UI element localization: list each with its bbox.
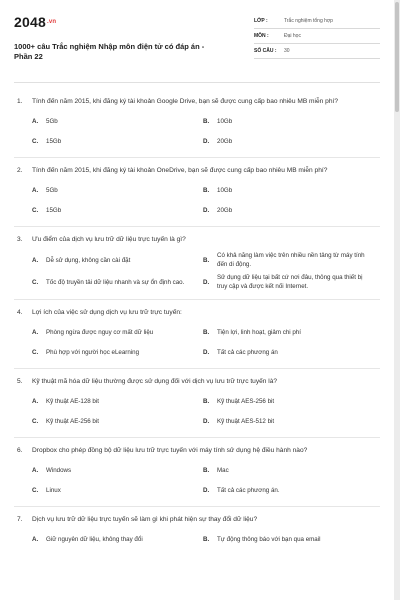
answer-option[interactable] bbox=[203, 393, 374, 409]
option-letter: C. bbox=[32, 486, 39, 494]
answer-options bbox=[14, 531, 380, 547]
option-letter: B. bbox=[203, 397, 210, 405]
option-text: 10Gb bbox=[217, 186, 233, 194]
option-letter: C. bbox=[32, 417, 39, 425]
option-text: Dễ sử dụng, không cần cài đặt bbox=[46, 256, 131, 264]
question-item bbox=[14, 507, 380, 555]
header-left bbox=[14, 14, 224, 76]
meta-key: MÔN : bbox=[254, 33, 269, 39]
answer-option[interactable] bbox=[32, 273, 203, 291]
question-text: Ưu điểm của dịch vụ lưu trữ dữ liệu trực tuyến là gì? bbox=[32, 236, 186, 243]
question-text: Lợi ích của việc sử dụng dịch vụ lưu trữ trực tuyến: bbox=[32, 309, 182, 316]
answer-option[interactable] bbox=[203, 462, 374, 478]
meta-row-subject bbox=[254, 29, 380, 44]
meta-key: LỚP : bbox=[254, 18, 268, 24]
option-letter: C. bbox=[32, 348, 39, 356]
answer-option[interactable] bbox=[203, 133, 374, 149]
question-item bbox=[14, 300, 380, 369]
question-text-row bbox=[14, 377, 380, 387]
option-letter: B. bbox=[203, 117, 210, 125]
option-letter: C. bbox=[32, 206, 39, 214]
option-letter: D. bbox=[203, 417, 210, 425]
document-title bbox=[14, 42, 224, 62]
option-letter: A. bbox=[32, 186, 39, 194]
question-text: Kỹ thuật mã hóa dữ liệu thường được sử dụng đối với dịch vụ lưu trữ trực tuyến là? bbox=[32, 378, 278, 385]
option-text: 10Gb bbox=[217, 117, 233, 125]
scrollbar-thumb[interactable] bbox=[395, 2, 399, 112]
answer-option[interactable] bbox=[203, 344, 374, 360]
option-text: Windows bbox=[46, 466, 72, 474]
answer-option[interactable] bbox=[32, 324, 203, 340]
option-text: Kỹ thuật AES-256 bit bbox=[217, 397, 275, 405]
option-text: Tất cả các phương án bbox=[217, 348, 278, 356]
question-text: Dropbox cho phép đồng bộ dữ liệu lưu trữ trực tuyến với máy tính sử dụng hệ điều hành nào? bbox=[32, 447, 308, 454]
option-text: Phòng ngừa được nguy cơ mất dữ liệu bbox=[46, 328, 154, 336]
option-text: Kỹ thuật AE-256 bit bbox=[46, 417, 99, 425]
question-number: 6. bbox=[17, 447, 23, 454]
question-number: 1. bbox=[17, 98, 23, 105]
option-text: Mac bbox=[217, 466, 229, 474]
site-logo[interactable] bbox=[14, 14, 224, 32]
answer-option[interactable] bbox=[32, 133, 203, 149]
question-item bbox=[14, 369, 380, 438]
meta-row-class bbox=[254, 14, 380, 29]
option-letter: A. bbox=[32, 535, 39, 543]
option-text: Tiện lợi, linh hoạt, giảm chi phí bbox=[217, 328, 301, 336]
answer-option[interactable] bbox=[203, 182, 374, 198]
answer-option[interactable] bbox=[203, 251, 374, 269]
answer-options bbox=[14, 182, 380, 218]
option-letter: D. bbox=[203, 278, 210, 286]
option-letter: C. bbox=[32, 137, 39, 145]
option-text: 15Gb bbox=[46, 206, 62, 214]
question-text: Tính đến năm 2015, khi đăng ký tài khoản Google Drive, bạn sẽ được cung cấp bao nhiêu MB miễn phí? bbox=[32, 98, 339, 105]
question-text: Tính đến năm 2015, khi đăng ký tài khoản OneDrive, bạn sẽ được cung cấp bao nhiêu MB miễn phí? bbox=[32, 167, 328, 174]
option-text: Giữ nguyên dữ liệu, không thay đổi bbox=[46, 535, 143, 543]
answer-option[interactable] bbox=[32, 413, 203, 429]
option-letter: B. bbox=[203, 256, 210, 264]
answer-option[interactable] bbox=[203, 531, 374, 547]
option-text: 20Gb bbox=[217, 206, 233, 214]
document-title-line-1: 1000+ câu Trắc nghiệm Nhập môn điện tử có đáp án - bbox=[14, 42, 205, 51]
answer-option[interactable] bbox=[32, 182, 203, 198]
answer-option[interactable] bbox=[32, 344, 203, 360]
option-text: Có khả năng làm việc trên nhiều nền tảng từ máy tính đến di động. bbox=[217, 252, 365, 268]
answer-options bbox=[14, 324, 380, 360]
option-text: Sử dụng dữ liệu tại bất cứ nơi đâu, thông qua thiết bị truy cập và được kết nối Internet. bbox=[217, 274, 363, 290]
answer-option[interactable] bbox=[32, 531, 203, 547]
answer-options bbox=[14, 251, 380, 291]
option-text: 5Gb bbox=[46, 186, 58, 194]
meta-value: 30 bbox=[284, 48, 290, 54]
question-number: 4. bbox=[17, 309, 23, 316]
option-text: Kỹ thuật AES-512 bit bbox=[217, 417, 275, 425]
option-text: 15Gb bbox=[46, 137, 62, 145]
answer-option[interactable] bbox=[203, 113, 374, 129]
document-title-line-2: Phần 22 bbox=[14, 52, 43, 61]
meta-table bbox=[254, 14, 380, 76]
option-letter: A. bbox=[32, 466, 39, 474]
meta-key: SỐ CÂU : bbox=[254, 48, 277, 54]
option-text: Tốc độ truyền tải dữ liệu nhanh và sự ổn định cao. bbox=[46, 278, 185, 286]
answer-option[interactable] bbox=[32, 393, 203, 409]
answer-option[interactable] bbox=[203, 324, 374, 340]
option-letter: D. bbox=[203, 206, 210, 214]
question-item bbox=[14, 158, 380, 227]
option-text: Phù hợp với người học eLearning bbox=[46, 348, 140, 356]
option-letter: D. bbox=[203, 348, 210, 356]
question-text-row bbox=[14, 97, 380, 107]
page-scrollbar[interactable] bbox=[394, 0, 400, 600]
answer-option[interactable] bbox=[32, 482, 203, 498]
header-divider bbox=[14, 82, 380, 83]
answer-options bbox=[14, 393, 380, 429]
option-letter: D. bbox=[203, 137, 210, 145]
answer-option[interactable] bbox=[203, 482, 374, 498]
meta-value: Đại học bbox=[284, 33, 301, 39]
question-text-row bbox=[14, 515, 380, 525]
option-letter: A. bbox=[32, 256, 39, 264]
option-letter: A. bbox=[32, 397, 39, 405]
answer-option[interactable] bbox=[32, 251, 203, 269]
answer-option[interactable] bbox=[203, 202, 374, 218]
option-letter: A. bbox=[32, 117, 39, 125]
answer-option[interactable] bbox=[32, 113, 203, 129]
option-letter: B. bbox=[203, 328, 210, 336]
option-text: 20Gb bbox=[217, 137, 233, 145]
question-text-row bbox=[14, 166, 380, 176]
question-text-row bbox=[14, 235, 380, 245]
option-text: 5Gb bbox=[46, 117, 58, 125]
meta-row-count bbox=[254, 44, 380, 59]
answer-option[interactable] bbox=[203, 413, 374, 429]
answer-options bbox=[14, 113, 380, 149]
option-text: Tự động thông báo với bạn qua email bbox=[217, 535, 321, 543]
logo-suffix: .vn bbox=[46, 19, 57, 25]
meta-value: Trắc nghiệm tổng hợp bbox=[284, 18, 333, 24]
option-letter: D. bbox=[203, 486, 210, 494]
question-number: 7. bbox=[17, 516, 23, 523]
question-number: 5. bbox=[17, 378, 23, 385]
answer-options bbox=[14, 462, 380, 498]
question-text: Dịch vụ lưu trữ dữ liệu trực tuyến sẽ làm gì khi phát hiện sự thay đổi dữ liệu? bbox=[32, 516, 258, 523]
option-text: Kỹ thuật AE-128 bit bbox=[46, 397, 99, 405]
question-item bbox=[14, 89, 380, 158]
question-text-row bbox=[14, 446, 380, 456]
option-letter: B. bbox=[203, 535, 210, 543]
question-text-row bbox=[14, 308, 380, 318]
question-item bbox=[14, 438, 380, 507]
answer-option[interactable] bbox=[32, 462, 203, 478]
document-header bbox=[14, 14, 380, 76]
option-letter: B. bbox=[203, 186, 210, 194]
option-letter: C. bbox=[32, 278, 39, 286]
answer-option[interactable] bbox=[32, 202, 203, 218]
question-list bbox=[14, 89, 380, 555]
option-letter: B. bbox=[203, 466, 210, 474]
option-text: Linux bbox=[46, 486, 61, 494]
logo-text: 2048 bbox=[14, 14, 46, 30]
question-item bbox=[14, 227, 380, 300]
question-number: 2. bbox=[17, 167, 23, 174]
option-letter: A. bbox=[32, 328, 39, 336]
question-number: 3. bbox=[17, 236, 23, 243]
answer-option[interactable] bbox=[203, 273, 374, 291]
option-text: Tất cả các phương án. bbox=[217, 486, 280, 494]
